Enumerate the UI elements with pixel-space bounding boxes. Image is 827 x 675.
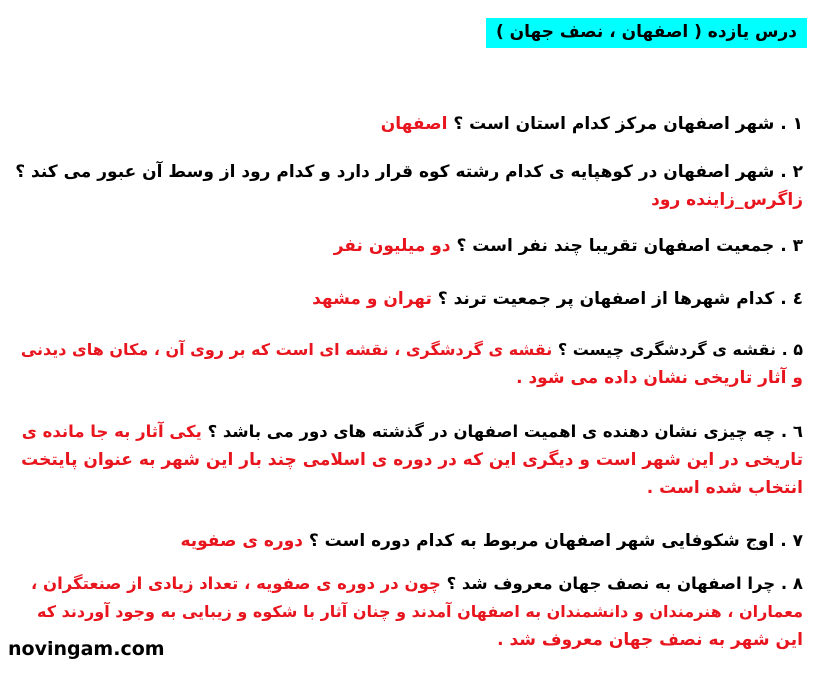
qa-line bbox=[14, 285, 803, 313]
answer-text: دو میلیون نفر bbox=[333, 236, 451, 256]
qa-item-7 bbox=[14, 527, 803, 555]
question-text: چرا اصفهان به نصف جهان معروف شد ؟ bbox=[440, 574, 781, 593]
question-text: کدام شهرها از اصفهان پر جمعیت ترند ؟ bbox=[431, 289, 781, 309]
question-number: ۲ . bbox=[780, 162, 803, 182]
question-number: ۱ . bbox=[780, 114, 803, 134]
qa-line bbox=[14, 336, 803, 364]
answer-text: نقشه ی گردشگری ، نقشه ای است که بر روی آن ، مکان های دیدنی bbox=[20, 340, 553, 359]
lesson-title: درس یازده ( اصفهان ، نصف جهان ) bbox=[486, 18, 807, 48]
question-text: چه چیزی نشان دهنده ی اهمیت اصفهان در گذشته های دور می باشد ؟ bbox=[201, 422, 781, 441]
answer-text: تاریخی در این شهر است و دیگری این که در دوره ی اسلامی چند بار این شهر به عنوان پایتخت bbox=[21, 450, 803, 470]
title-wrap bbox=[486, 18, 807, 48]
qa-item-1 bbox=[14, 110, 803, 138]
question-text: اوج شکوفایی شهر اصفهان مربوط به کدام دوره است ؟ bbox=[302, 531, 781, 551]
question-number: ۷ . bbox=[780, 531, 803, 551]
qa-line bbox=[14, 110, 803, 138]
qa-item-2 bbox=[14, 158, 803, 214]
question-number: ٦ . bbox=[780, 422, 803, 441]
answer-text: زاگرس_زاینده رود bbox=[651, 190, 803, 210]
qa-item-3 bbox=[14, 232, 803, 260]
answer-text: معماران ، هنرمندان و دانشمندان به اصفهان آمدند و چنان آثار با شکوه و زیبایی به وجود آوردند که bbox=[37, 602, 803, 621]
answer-text: و آثار تاریخی نشان داده می شود . bbox=[516, 368, 803, 388]
question-number: ۵ . bbox=[781, 340, 803, 359]
question-number: ٤ . bbox=[780, 289, 803, 309]
question-text: شهر اصفهان مرکز کدام استان است ؟ bbox=[447, 114, 781, 134]
answer-text: دوره ی صفویه bbox=[180, 531, 303, 551]
qa-item-4 bbox=[14, 285, 803, 313]
question-text: شهر اصفهان در کوهپایه ی کدام رشته کوه قرار دارد و کدام رود از وسط آن عبور می کند ؟ bbox=[15, 162, 781, 182]
qa-item-5 bbox=[14, 336, 803, 392]
qa-line bbox=[14, 418, 803, 446]
answer-text: این شهر به نصف جهان معروف شد . bbox=[497, 630, 803, 650]
answer-text: یکی آثار به جا مانده ی bbox=[21, 422, 202, 441]
answer-text: تهران و مشهد bbox=[312, 289, 432, 309]
qa-item-6 bbox=[14, 418, 803, 502]
question-text: جمعیت اصفهان تقریبا چند نفر است ؟ bbox=[450, 236, 781, 256]
question-text: نقشه ی گردشگری چیست ؟ bbox=[552, 340, 782, 359]
site-watermark: novingam.com bbox=[8, 638, 165, 660]
question-number: ۸ . bbox=[780, 574, 803, 593]
answer-text: چون در دوره ی صفویه ، تعداد زیادی از صنعتگران ، bbox=[30, 574, 441, 593]
qa-line bbox=[14, 158, 803, 186]
qa-line bbox=[14, 527, 803, 555]
qa-line bbox=[14, 232, 803, 260]
answer-text: انتخاب شده است . bbox=[646, 478, 803, 498]
question-number: ۳ . bbox=[780, 236, 803, 256]
answer-text: اصفهان bbox=[380, 114, 448, 134]
qa-line bbox=[14, 570, 803, 598]
